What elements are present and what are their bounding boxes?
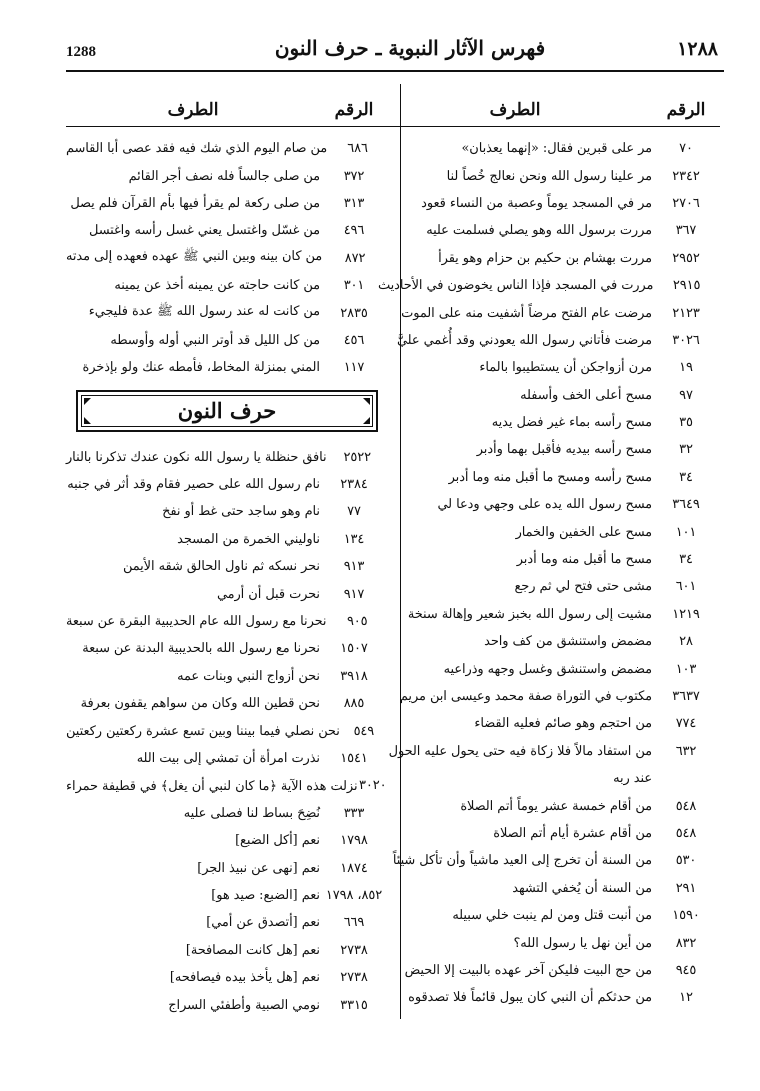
index-entry <box>66 827 388 854</box>
entry-text: نزلت هذه الآية ﴿ما كان لنبي أن يغل﴾ في قطيفة حمراء <box>66 778 358 794</box>
entry-number: ٢٧٣٨ <box>340 970 368 986</box>
number-column-label: الرقم <box>666 100 706 120</box>
index-entry <box>378 518 720 545</box>
entry-number: ٩٤٥ <box>675 962 697 978</box>
index-entry <box>378 792 720 819</box>
text-column-label: الطرف <box>167 100 219 120</box>
entry-text: المني بمنزلة المخاط، فأمطه عنك ولو بإذخرة <box>82 360 320 376</box>
right-column-header <box>378 84 720 120</box>
index-entry <box>378 738 720 765</box>
entry-number: ٢٩١ <box>675 880 697 896</box>
entry-text: من أقام خمسة عشر يوماً أتم الصلاة <box>460 798 652 814</box>
index-entry <box>66 354 388 381</box>
index-entry <box>378 573 720 600</box>
entry-number: ٢٩١٥ <box>672 278 701 294</box>
entry-number: ٣٦٤٩ <box>672 497 700 513</box>
entry-text: مشى حتى فتح لي ثم رجع <box>514 579 652 595</box>
entry-text: نعم [نهى عن نبيذ الجر] <box>197 860 320 876</box>
left-entry-list-bottom <box>66 444 388 1019</box>
right-column <box>378 84 720 1012</box>
entry-number: ١٥٠٧ <box>340 641 368 657</box>
entry-text: من كان بينه وبين النبي ﷺ عهده فعهده إلى مدته <box>66 249 323 265</box>
entry-text: مكتوب في التوراة صفة محمد وعيسى ابن مريم <box>399 689 652 704</box>
index-entry <box>378 765 720 792</box>
index-entry <box>378 655 720 682</box>
entry-text: من أين نهل يا رسول الله؟ <box>513 935 652 951</box>
entry-text: نعم [هل يأخذ بيده فيصافحه] <box>169 970 320 986</box>
entry-text: من أنبت قتل ومن لم ينبت خلي سبيله <box>452 908 652 924</box>
entry-text: مشيت إلى رسول الله بخبز شعير وإهالة سنخة <box>407 606 652 622</box>
entry-text: مسح رأسه بيديه فأقبل بهما وأدبر <box>476 442 652 458</box>
entry-number: ٤٥٦ <box>343 332 365 348</box>
entry-number: ٧٠ <box>679 141 693 157</box>
index-entry <box>378 984 720 1011</box>
entry-text: نُضِحَ بساط لنا فصلى عليه <box>183 805 320 821</box>
entry-number: ١٧٩٨ <box>340 833 368 849</box>
entry-number: ١٠١ <box>675 524 697 540</box>
entry-number: ٧٧٤ <box>675 716 697 732</box>
index-entry <box>66 553 388 580</box>
entry-text: من صام اليوم الذي شك فيه فقد عصى أبا القاسم <box>66 141 328 157</box>
index-entry <box>378 409 720 436</box>
index-entry <box>378 601 720 628</box>
entry-number: ٨٧٢ <box>344 250 366 266</box>
entry-number: ٦٨٦ <box>347 141 368 157</box>
entry-number: ٨٨٥ <box>343 696 365 712</box>
entry-number: ٨٣٢ <box>675 935 697 951</box>
entry-number: ٨٥٢، ١٧٩٨ <box>325 887 383 903</box>
page-number-latin: 1288 <box>66 44 96 60</box>
entry-text: مسح رسول الله يده على وجهي ودعا لي <box>437 497 652 513</box>
entry-text: من غسّل واغتسل يعني غسل رأسه واغتسل <box>89 223 320 239</box>
index-entry <box>378 902 720 929</box>
index-entry <box>378 683 720 710</box>
entry-number: ٥٤٩ <box>353 723 375 739</box>
entry-number: ٣٩١٨ <box>340 668 368 684</box>
index-entry <box>66 580 388 607</box>
entry-text: من استفاد مالاً فلا زكاة فيه حتى يحول عليه الحول <box>388 743 652 759</box>
entry-number: ١٢١٩ <box>672 606 700 622</box>
entry-number: ٣٥ <box>679 415 693 431</box>
index-entry <box>378 190 720 217</box>
entry-text: من أقام عشرة أيام أتم الصلاة <box>493 825 652 841</box>
entry-text: مر في المسجد يوماً وعصبة من النساء قعود <box>421 195 652 211</box>
entry-number: ٢٧٠٦ <box>672 195 700 211</box>
index-entry <box>66 272 388 299</box>
entry-text: مر على قبرين فقال: «إنهما يعذبان» <box>461 141 652 157</box>
index-entry <box>378 217 720 244</box>
entry-number: ٥٤٨ <box>675 825 697 841</box>
index-entry <box>66 882 388 909</box>
header-rule <box>66 70 724 72</box>
entry-text: نافق حنظلة يا رسول الله نكون عندك تذكرنا بالنار <box>66 449 327 465</box>
entry-text: مسح أعلى الخف وأسفله <box>520 387 652 403</box>
index-entry <box>66 608 388 635</box>
right-entry-list <box>378 135 720 1012</box>
entry-number: ٧٧ <box>347 504 361 520</box>
entry-number: ٣٤ <box>679 552 693 568</box>
number-column-label: الرقم <box>334 100 374 120</box>
entry-number: ٢٣٨٤ <box>340 477 368 493</box>
index-entry <box>66 745 388 772</box>
entry-text: من كانت له عند رسول الله ﷺ عدة فليجيء <box>88 304 320 320</box>
entry-number: ٢٨ <box>679 634 693 650</box>
entry-text: نعم [هل كانت المصافحة] <box>185 942 320 958</box>
entry-number: ٢٣٤٢ <box>672 168 700 184</box>
column-header-rule <box>378 126 720 127</box>
entry-number: ١٠٣ <box>675 661 697 677</box>
entry-text: من كانت حاجته عن يمينه أخذ عن يمينه <box>114 278 320 294</box>
entry-text: مررت برسول الله وهو يصلي فسلمت عليه <box>426 223 652 239</box>
entry-text: نحرنا مع رسول الله عام الحديبية البقرة عن سبعة <box>66 614 327 630</box>
entry-number: ١٥٩٠ <box>672 908 700 924</box>
entry-number: ٢٨٣٥ <box>340 305 368 321</box>
index-entry <box>378 162 720 189</box>
entry-text: من كل الليل قد أوتر النبي أوله وأوسطه <box>110 332 320 348</box>
entry-number: ٩١٣ <box>343 559 365 575</box>
entry-text: نعم [أكل الضبع] <box>235 833 320 849</box>
index-entry <box>378 847 720 874</box>
index-entry <box>66 772 388 799</box>
entry-text: نحن قطين الله وكان من سواهم يقفون بعرفة <box>80 696 320 712</box>
entry-text: من السنة أن يُخفي التشهد <box>512 880 652 896</box>
entry-text: مسح رأسه بماء غير فضل يديه <box>491 415 652 431</box>
entry-text: نعم [أتصدق عن أمي] <box>206 915 320 931</box>
index-entry <box>378 628 720 655</box>
index-entry <box>378 491 720 518</box>
index-entry <box>66 635 388 662</box>
entry-number: ٥٤٨ <box>675 798 697 814</box>
index-entry <box>66 991 388 1018</box>
index-entry <box>66 717 388 744</box>
column-header-rule <box>66 126 388 127</box>
index-entry <box>66 217 388 244</box>
entry-text: مسح على الخفين والخمار <box>515 524 652 540</box>
entry-text: ناوليني الخمرة من المسجد <box>177 531 320 547</box>
entry-text: من حدثكم أن النبي كان يبول قائماً فلا تصدقوه <box>408 990 652 1006</box>
banner-corner-ornament <box>363 417 370 424</box>
entry-text: عند ربه <box>613 771 652 787</box>
entry-number: ١٥٤١ <box>340 751 368 766</box>
entry-number: ١٩ <box>679 360 693 376</box>
entry-text: مضمض واستنشق من كف واحد <box>484 634 652 650</box>
entry-number: ٥٣٠ <box>675 853 697 869</box>
entry-text: من صلى جالساً فله نصف أجر القائم <box>128 168 320 184</box>
entry-text: مضمض واستنشق وغسل وجهه وذراعيه <box>443 661 652 677</box>
entry-number: ١٣٤ <box>343 531 365 547</box>
entry-text: مرضت عام الفتح مرضاً أشفيت منه على الموت <box>401 305 652 321</box>
entry-number: ٢٧٣٨ <box>340 942 368 958</box>
index-entry <box>66 909 388 936</box>
index-entry <box>378 929 720 956</box>
entry-text: مسح رأسه ومسح ما أقبل منه وما أدبر <box>448 469 652 485</box>
index-entry <box>66 135 388 162</box>
entry-text: مسح ما أقبل منه وما أدبر <box>516 552 652 568</box>
left-entry-list-top <box>66 135 388 382</box>
entry-number: ٩٧ <box>679 387 693 403</box>
entry-text: مر علينا رسول الله ونحن نعالج خُصاً لنا <box>446 168 652 184</box>
entry-text: من حج البيت فليكن آخر عهده بالبيت إلا الحيض <box>404 962 652 978</box>
banner-corner-ornament <box>84 417 91 424</box>
entry-number: ١٨٧٤ <box>340 860 368 876</box>
index-entry <box>66 800 388 827</box>
index-entry <box>378 820 720 847</box>
entry-number: ٣٣١٥ <box>340 997 368 1013</box>
index-entry <box>66 444 388 471</box>
banner-corner-ornament <box>84 398 91 405</box>
entry-text: مرن أزواجكن أن يستطيبوا بالماء <box>479 360 652 376</box>
index-entry <box>66 471 388 498</box>
index-entry <box>66 190 388 217</box>
entry-number: ١١٧ <box>343 360 365 376</box>
entry-number: ٣٠٢٦ <box>672 332 700 348</box>
entry-number: ٦٠١ <box>675 579 697 595</box>
index-entry <box>66 937 388 964</box>
page-number-arabic: ١٢٨٨ <box>677 38 718 60</box>
left-column-header <box>66 84 388 120</box>
entry-number: ٣٢ <box>679 442 693 458</box>
entry-number: ٩١٧ <box>343 586 365 602</box>
entry-number: ١٢ <box>679 990 693 1006</box>
index-entry <box>66 964 388 991</box>
entry-text: نحن نصلي فيما بيننا وبين تسع عشرة ركعتين ركعتين <box>66 723 340 739</box>
entry-text: نحرت قبل أن أرمي <box>216 586 320 602</box>
index-entry <box>378 245 720 272</box>
index-entry <box>66 526 388 553</box>
entry-text: من السنة أن تخرج إلى العيد ماشياً وأن تأكل شيئاً <box>392 853 652 869</box>
index-entry <box>378 710 720 737</box>
entry-text: نحر نسكه ثم ناول الحالق شقه الأيمن <box>122 559 320 575</box>
text-column-label: الطرف <box>489 100 541 120</box>
left-column <box>66 84 388 1019</box>
index-entry <box>378 875 720 902</box>
index-entry <box>66 663 388 690</box>
entry-number: ٦٣٢ <box>675 743 697 759</box>
index-entry <box>66 245 388 272</box>
entry-number: ٢٩٥٢ <box>672 250 700 266</box>
entry-text: نحرنا مع رسول الله بالحديبية البدنة عن سبعة <box>82 641 320 657</box>
entry-text: نومي الصبية وأطفئي السراج <box>168 997 320 1013</box>
entry-number: ٣٦٣٧ <box>672 689 700 704</box>
entry-text: من صلى ركعة لم يقرأ فيها بأم القرآن فلم يصل <box>70 195 320 211</box>
entry-text: مرضت فأتاني رسول الله يعودني وقد أُغمي عليَّ <box>396 332 652 348</box>
entry-number: ٢٥٢٢ <box>343 449 372 465</box>
entry-number: ٣٠٢٠ <box>359 778 387 794</box>
index-entry <box>378 135 720 162</box>
entry-number: ٢١٢٣ <box>672 305 700 321</box>
index-entry <box>378 272 720 299</box>
entry-text: نحن أزواج النبي وبنات عمه <box>177 668 320 684</box>
index-entry <box>66 854 388 881</box>
entry-number: ٣٤ <box>679 469 693 485</box>
entry-text: نام رسول الله على حصير فقام وقد أثر في جنبه <box>67 477 320 493</box>
entry-text: نام وهو ساجد حتى غط أو نفخ <box>162 504 320 520</box>
section-banner-title: حرف النون <box>177 398 277 424</box>
index-entry <box>378 957 720 984</box>
index-entry <box>66 690 388 717</box>
entry-number: ٩٠٥ <box>346 614 368 630</box>
entry-number: ٣٣٣ <box>343 805 365 821</box>
entry-text: نعم [الضبع: صيد هو] <box>211 887 320 903</box>
index-entry <box>378 327 720 354</box>
index-entry <box>378 464 720 491</box>
column-divider <box>400 84 401 1019</box>
entry-number: ٤٩٦ <box>343 223 365 239</box>
index-entry <box>378 354 720 381</box>
index-entry <box>66 162 388 189</box>
entry-text: من احتجم وهو صائم فعليه القضاء <box>474 716 652 732</box>
running-title: فهرس الآثار النبوية ـ حرف النون <box>274 36 546 60</box>
index-entry <box>378 299 720 326</box>
entry-number: ٣١٣ <box>343 195 365 211</box>
index-entry <box>378 382 720 409</box>
entry-number: ٦٦٩ <box>343 915 365 931</box>
entry-number: ٣٦٧ <box>675 223 697 239</box>
index-entry <box>66 327 388 354</box>
index-entry <box>66 498 388 525</box>
entry-number: ٣٧٢ <box>343 168 365 184</box>
section-banner <box>76 390 378 432</box>
entry-number: ٣٠١ <box>343 278 365 294</box>
banner-corner-ornament <box>363 398 370 405</box>
entry-text: مررت بهشام بن حكيم بن حزام وهو يقرأ <box>438 250 652 266</box>
index-entry <box>378 546 720 573</box>
index-entry <box>378 436 720 463</box>
index-entry <box>66 299 388 326</box>
entry-text: مررت في المسجد فإذا الناس يخوضون في الأحاديث <box>378 278 654 294</box>
entry-text: نذرت امرأة أن تمشي إلى بيت الله <box>136 751 320 766</box>
